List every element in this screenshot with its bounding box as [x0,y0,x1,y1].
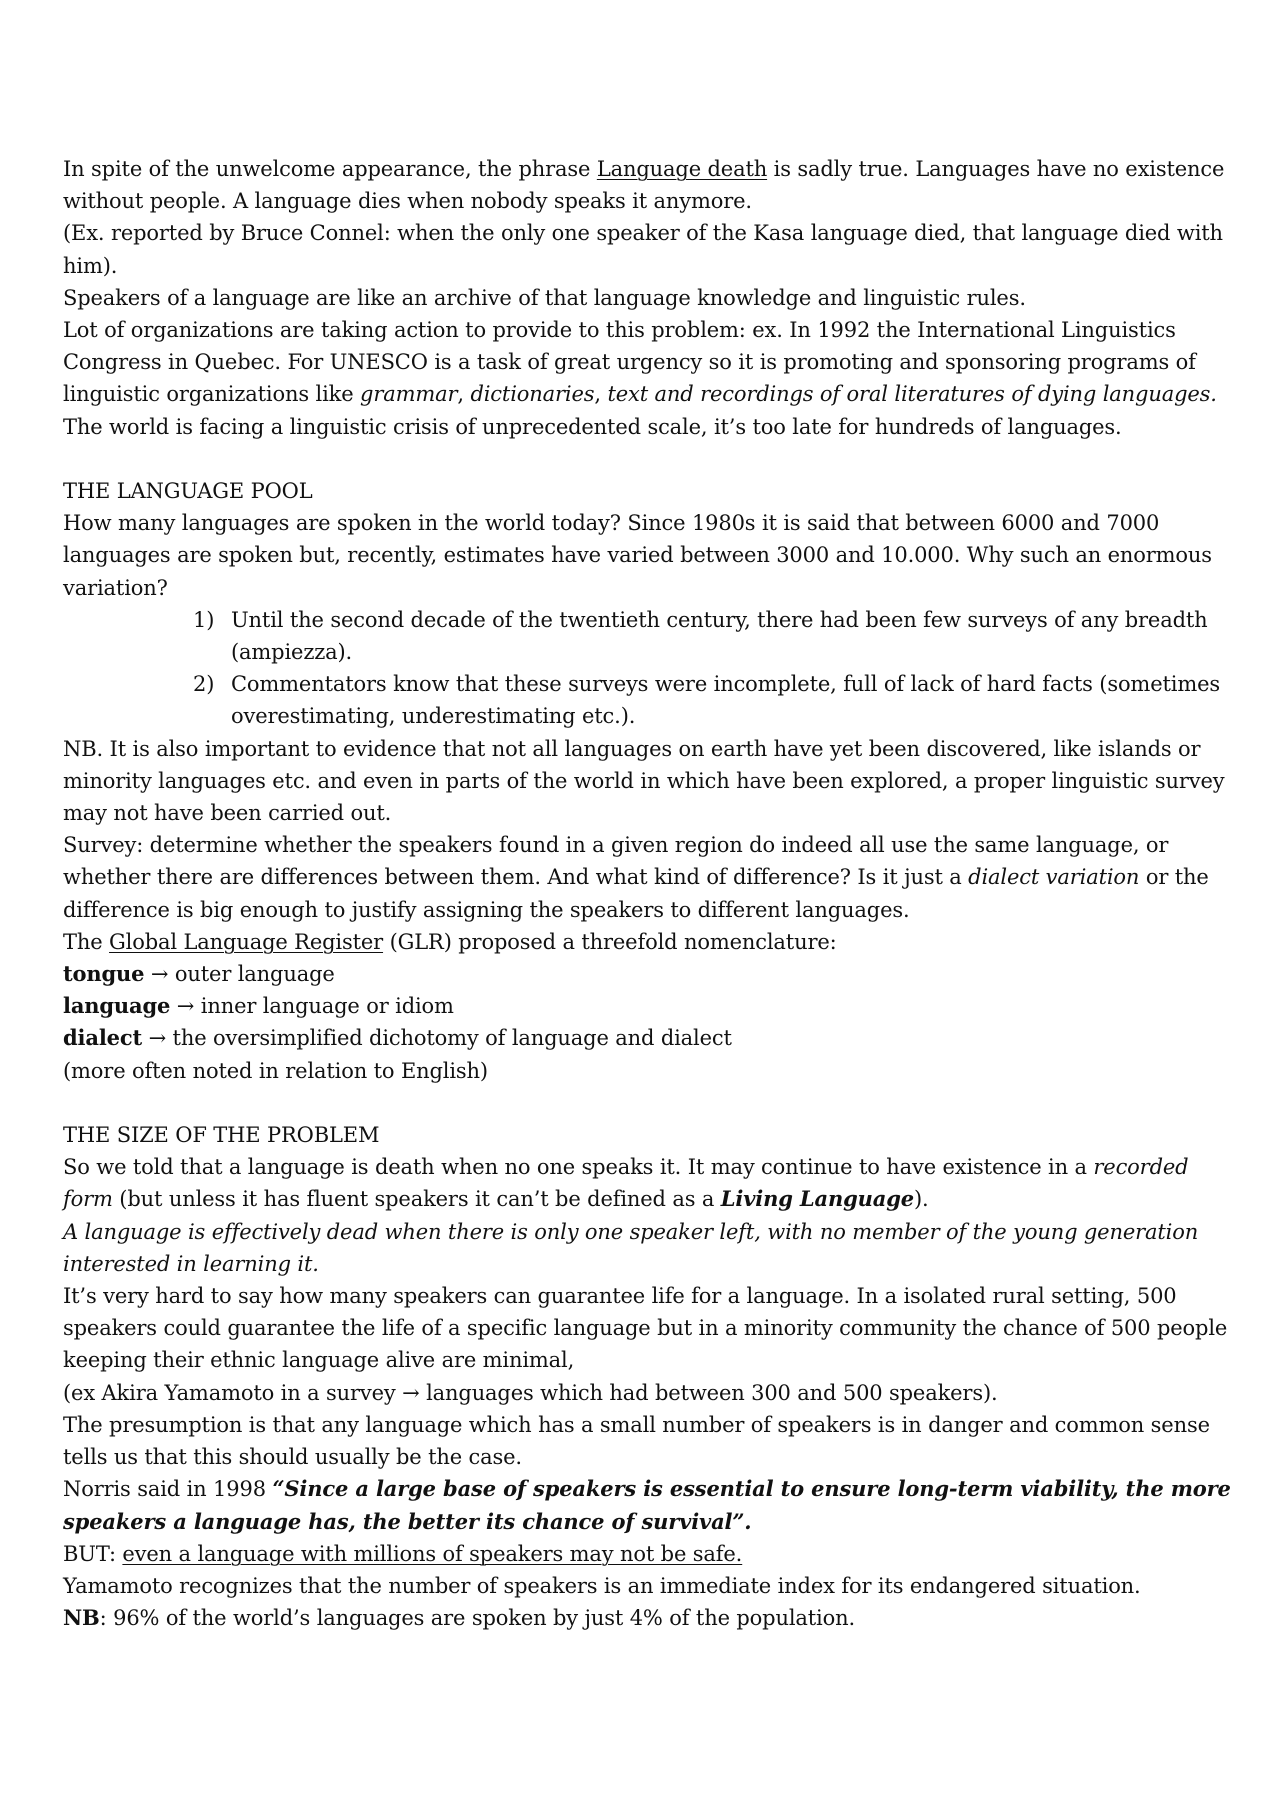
size-paragraph-7: BUT: even a language with millions of speakers may not be safe. [63,1541,743,1566]
arrow-icon: → [170,994,201,1019]
intro-paragraph-3: Speakers of a language are like an archive of that language knowledge and linguistic rules. [63,285,1026,310]
arrow-icon: → [142,1026,173,1051]
size-paragraph-4: (ex Akira Yamamoto in a survey → languages which had between 300 and 500 speakers). [63,1380,998,1405]
list-item: 1) Until the second decade of the twentieth century, there had been few surveys of any breadth (ampiezza). [193,607,1208,665]
heading-size-of-problem: THE SIZE OF THE PROBLEM [63,1123,380,1148]
intro-paragraph-2: (Ex. reported by Bruce Connel: when the only one speaker of the Kasa language died, that language died with him). [63,221,1223,278]
term-language: language → inner language or idiom [63,993,454,1019]
pool-note: (more often noted in relation to English) [63,1058,488,1083]
size-paragraph-2: A language is effectively dead when there is only one speaker left, with no member of the young generation interested in learning it. [63,1219,1199,1276]
size-paragraph-5: The presumption is that any language which has a small number of speakers is in danger and common sense tells us that this should usually be the case. [63,1412,1210,1470]
section-gap [63,443,1238,475]
pool-paragraph-1: How many languages are spoken in the world today? Since 1980s it is said that between 6000 and 7000 languages are spoken but, recently, estimates have varied between 3000 and 10.000. Why such an enormous variation? [63,511,1212,600]
list-item: 2) Commentators know that these surveys were incomplete, full of lack of hard facts (sometimes overestimating, underestimating etc.). [193,672,1220,729]
pool-survey-paragraph: Survey: determine whether the speakers found in a given region do indeed all use the same language, or whether there are differences between them. And what kind of difference? Is it just a dialect variation or the difference is big enough to justify assigning the speakers to different languages. [63,833,1209,922]
size-paragraph-6: Norris said in 1998 “Since a large base of speakers is essential to ensure long-term viability, the more speakers a language has, the better its chance of survival”. [63,1476,1231,1534]
pool-nb-paragraph: NB. It is also important to evidence that not all languages on earth have yet been discovered, like islands or minority languages etc. and even in parts of the world in which have been explored, a proper linguistic survey may not have been carried out. [63,736,1225,826]
size-paragraph-3: It’s very hard to say how many speakers can guarantee life for a language. In a isolated rural setting, 500 speakers could guarantee the life of a specific language but in a minority community the chance of 500 people keeping their ethnic language alive are minimal, [63,1284,1228,1373]
term-tongue: tongue → outer language [63,961,335,987]
term-global-language-register: Global Language Register [109,929,384,954]
intro-paragraph-5: The world is facing a linguistic crisis of unprecedented scale, it’s too late for hundreds of languages. [63,414,1122,439]
size-paragraph-8: Yamamoto recognizes that the number of speakers is an immediate index for its endangered situation. [63,1573,1141,1598]
term-language-death: Language death [596,157,768,181]
intro-paragraph-4: Lot of organizations are taking action to provide to this problem: ex. In 1992 the International Linguistics Congress in Quebec. For UNESCO is a task of great urgency so it is promoting and sponsoring programs of linguistic organizations like grammar, dictionaries, text and recordings of oral literatures of dying languages. [63,318,1217,407]
document-page [63,153,1238,1634]
section-gap [63,1087,1238,1119]
size-paragraph-1: So we told that a language is death when no one speaks it. It may continue to have existence in a recorded form (but unless it has fluent speakers it can’t be defined as a Living Language). [63,1155,1189,1212]
norris-quote: “Since a large base of speakers is essential to ensure long-term viability, the more speakers a language has, the better its chance of survival”. [63,1476,1231,1534]
heading-language-pool: THE LANGUAGE POOL [63,479,313,504]
term-dialect: dialect → the oversimplified dichotomy of language and dialect [63,1025,732,1051]
reasons-list [63,604,1238,733]
size-paragraph-9: NB: 96% of the world’s languages are spoken by just 4% of the population. [63,1605,856,1631]
pool-glr-paragraph: The Global Language Register (GLR) proposed a threefold nomenclature: [63,929,837,954]
intro-paragraph-1: In spite of the unwelcome appearance, the phrase Language death is sadly true. Languages have no existence without people. A language dies when nobody speaks it anymore. [63,157,1225,214]
arrow-icon: → [144,962,175,987]
